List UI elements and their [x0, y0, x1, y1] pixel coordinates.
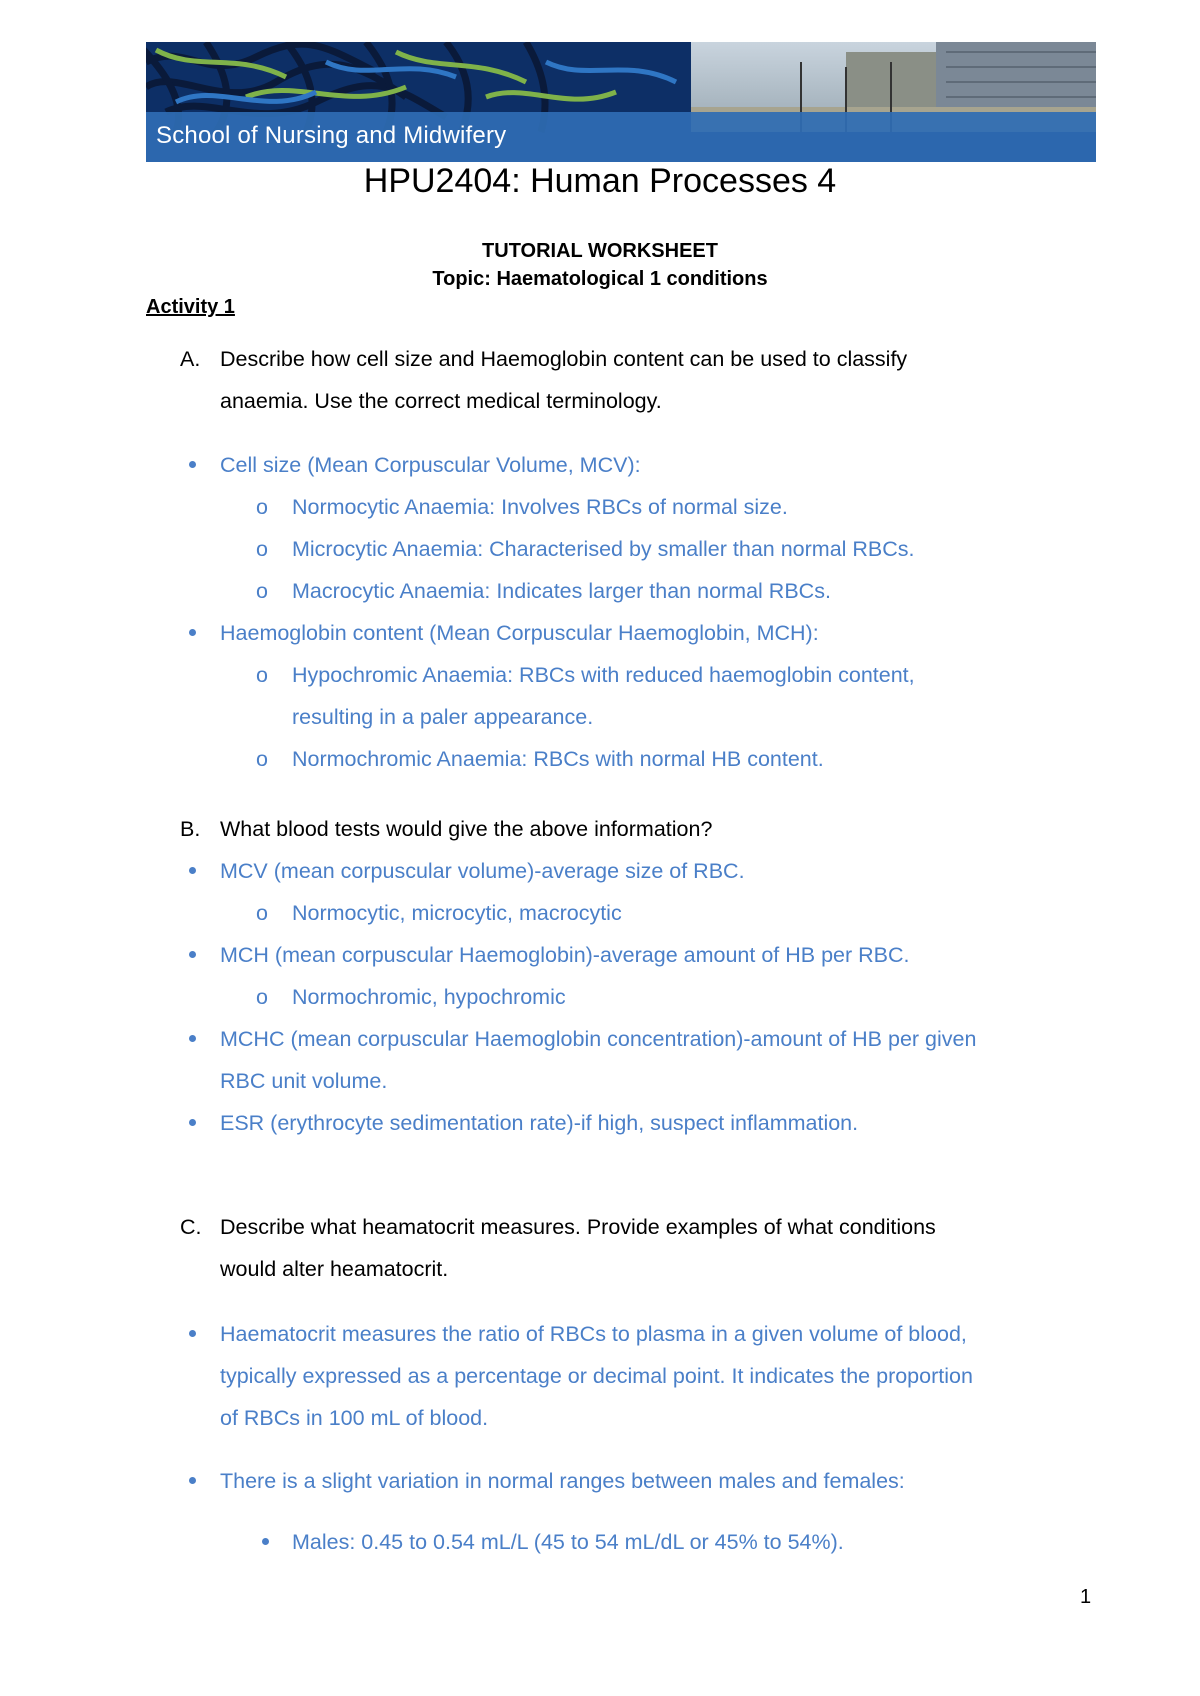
- school-banner: [146, 42, 1096, 162]
- topic-heading: Topic: Haematological 1 conditions: [432, 268, 768, 290]
- bullet-icon: [189, 1119, 196, 1126]
- answer-hct-1: Haematocrit measures the ratio of RBCs to plasma in a given volume of blood,: [220, 1322, 967, 1346]
- worksheet-heading: TUTORIAL WORKSHEET: [482, 240, 718, 262]
- answer-mch-sub: Normochromic, hypochromic: [292, 985, 566, 1009]
- question-c-letter: C.: [180, 1215, 202, 1239]
- question-b-letter: B.: [180, 817, 201, 841]
- page-title: HPU2404: Human Processes 4: [363, 162, 837, 200]
- answer-mcv: MCV (mean corpuscular volume)-average size of RBC.: [220, 859, 745, 883]
- question-a-line2: anaemia. Use the correct medical terminology.: [220, 389, 662, 413]
- bullet-icon: [189, 951, 196, 958]
- answer-normocytic: Normocytic Anaemia: Involves RBCs of normal size.: [292, 495, 788, 519]
- page-number: 1: [1080, 1586, 1092, 1608]
- activity-heading: Activity 1: [146, 296, 235, 318]
- answer-macrocytic: Macrocytic Anaemia: Indicates larger than normal RBCs.: [292, 579, 831, 603]
- sub-bullet-icon: o: [256, 495, 268, 519]
- answer-normochromic: Normochromic Anaemia: RBCs with normal HB content.: [292, 747, 824, 771]
- question-c-line2: would alter heamatocrit.: [220, 1257, 449, 1281]
- bullet-icon: [189, 1035, 196, 1042]
- sub-bullet-icon: o: [256, 901, 268, 925]
- sub-bullet-icon: o: [256, 537, 268, 561]
- question-c-line1: Describe what heamatocrit measures. Provide examples of what conditions: [220, 1215, 936, 1239]
- bullet-icon: [189, 629, 196, 636]
- answer-hypochromic-2: resulting in a paler appearance.: [292, 705, 594, 729]
- answer-hypochromic-1: Hypochromic Anaemia: RBCs with reduced haemoglobin content,: [292, 663, 915, 687]
- bullet-icon: [189, 1330, 196, 1337]
- answer-mchc-2: RBC unit volume.: [220, 1069, 388, 1093]
- answer-hct-2: typically expressed as a percentage or decimal point. It indicates the proportion: [220, 1364, 973, 1388]
- answer-microcytic: Microcytic Anaemia: Characterised by smaller than normal RBCs.: [292, 537, 915, 561]
- sub-bullet-icon: o: [256, 663, 268, 687]
- question-b-line1: What blood tests would give the above information?: [220, 817, 713, 841]
- answer-mchc-1: MCHC (mean corpuscular Haemoglobin concentration)-amount of HB per given: [220, 1027, 977, 1051]
- sub-bullet-icon: o: [256, 985, 268, 1009]
- question-a-line1: Describe how cell size and Haemoglobin content can be used to classify: [220, 347, 908, 371]
- banner-school-name: School of Nursing and Midwifery: [156, 122, 507, 149]
- answer-males: Males: 0.45 to 0.54 mL/L (45 to 54 mL/dL or 45% to 54%).: [292, 1530, 844, 1554]
- answer-esr: ESR (erythrocyte sedimentation rate)-if high, suspect inflammation.: [220, 1111, 859, 1135]
- sub-bullet-icon: o: [256, 579, 268, 603]
- answer-hct-3: of RBCs in 100 mL of blood.: [220, 1406, 489, 1430]
- answer-variation: There is a slight variation in normal ranges between males and females:: [220, 1469, 905, 1493]
- bullet-icon: [189, 867, 196, 874]
- answer-mcv-sub: Normocytic, microcytic, macrocytic: [292, 901, 622, 925]
- bullet-icon: [189, 461, 196, 468]
- sub-bullet-icon: o: [256, 747, 268, 771]
- answer-mch: MCH (mean corpuscular Haemoglobin)-average amount of HB per RBC.: [220, 943, 910, 967]
- bullet-icon: [262, 1538, 269, 1545]
- question-a-letter: A.: [180, 347, 201, 371]
- answer-cell-size: Cell size (Mean Corpuscular Volume, MCV):: [220, 453, 641, 477]
- answer-hb-content: Haemoglobin content (Mean Corpuscular Haemoglobin, MCH):: [220, 621, 819, 645]
- bullet-icon: [189, 1477, 196, 1484]
